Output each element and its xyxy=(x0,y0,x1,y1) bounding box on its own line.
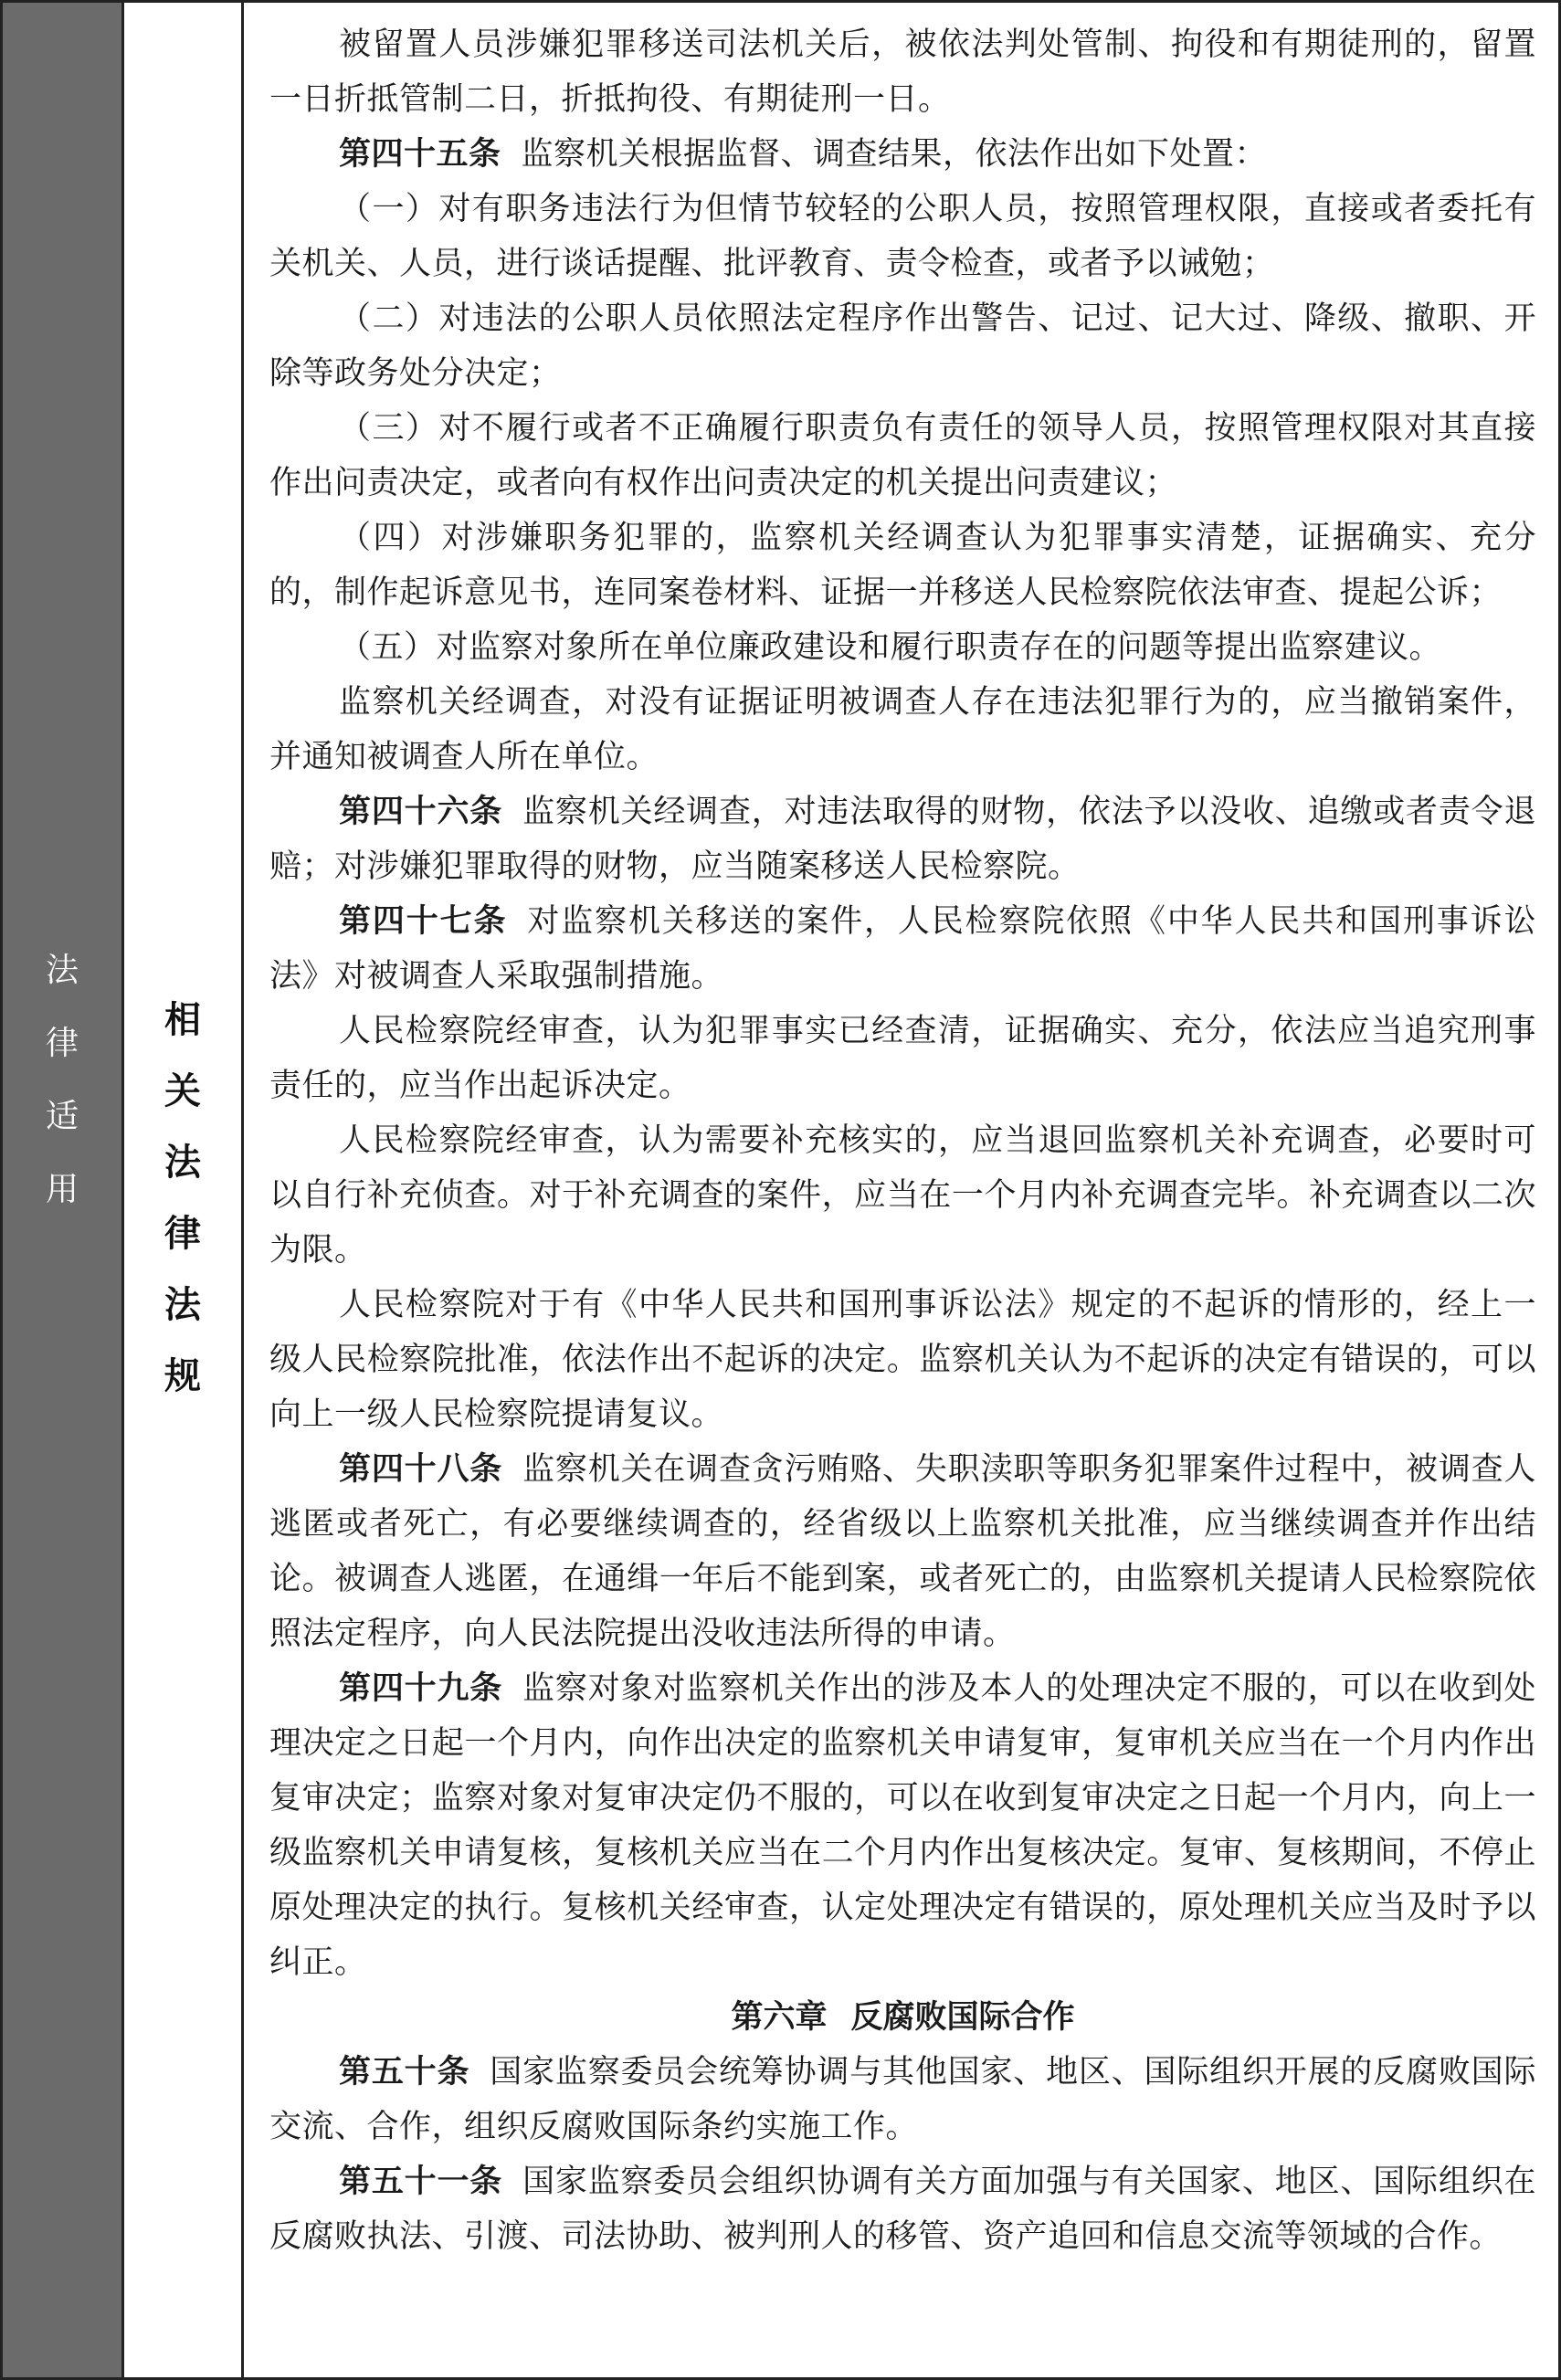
category-char: 法 xyxy=(45,952,79,989)
article-text: 监察机关经调查，对违法取得的财物，依法予以没收、追缴或者责令退赔；对涉嫌犯罪取得的财物，应当随案移送人民检察院。 xyxy=(269,794,1536,885)
subcategory-char: 律 xyxy=(164,1213,201,1255)
article-46 xyxy=(269,785,1536,894)
article-48 xyxy=(269,1442,1536,1661)
category-char: 用 xyxy=(45,1171,79,1208)
article-49 xyxy=(269,1661,1536,1990)
subcategory-char: 相 xyxy=(164,999,201,1041)
article-title: 第四十五条 xyxy=(339,136,501,173)
article-title: 第四十八条 xyxy=(339,1451,503,1488)
article-text: 监察机关在调查贪污贿赂、失职渎职等职务犯罪案件过程中，被调查人逃匿或者死亡，有必要继续调查的，经省级以上监察机关批准，应当继续调查并作出结论。被调查人逃匿，在通缉一年后不能到案，或者死亡的，由监察机关提请人民检察院依照法定程序，向人民法院提出没收违法所得的申请。 xyxy=(269,1451,1536,1652)
chapter-heading xyxy=(269,1990,1536,2045)
category-char: 适 xyxy=(45,1098,79,1135)
list-item: （五）对监察对象所在单位廉政建设和履行职责存在的问题等提出监察建议。 xyxy=(339,629,1442,666)
category-column xyxy=(3,3,124,2377)
category-char: 律 xyxy=(45,1025,79,1062)
article-title: 第四十七条 xyxy=(339,903,508,940)
article-45 xyxy=(269,127,1536,182)
article-text: 监察对象对监察机关作出的涉及本人的处理决定不服的，可以在收到处理决定之日起一个月内，向作出决定的监察机关申请复审，复审机关应当在一个月内作出复审决定；监察对象对复审决定仍不服的，可以在收到复审决定之日起一个月内，向上一级监察机关申请复核，复核机关应当在二个月内作出复核决定。复审、复核期间，不停止原处理决定的执行。复核机关经审查，认定处理决定有错误的，原处理机关应当及时予以纠正。 xyxy=(269,1670,1536,1981)
subcategory-column xyxy=(124,3,244,2377)
article-title: 第五十一条 xyxy=(339,2164,503,2200)
subcategory-char: 规 xyxy=(164,1355,201,1397)
article-text: 对监察机关移送的案件，人民检察院依照《中华人民共和国刑事诉讼法》对被调查人采取强制措施。 xyxy=(269,903,1536,995)
article-title: 第四十六条 xyxy=(339,794,503,830)
category-label xyxy=(3,934,121,1227)
article-51 xyxy=(269,2154,1536,2264)
chapter-title: 反腐败国际合作 xyxy=(850,1999,1075,2036)
list-item: （四）对涉嫌职务犯罪的，监察机关经调查认为犯罪事实清楚，证据确实、充分的，制作起诉意见书，连同案卷材料、证据一并移送人民检察院依法审查、提起公诉； xyxy=(269,520,1536,611)
article-47 xyxy=(269,894,1536,1004)
chapter-number: 第六章 xyxy=(731,1999,828,2036)
article-text: 监察机关根据监督、调查结果，依法作出如下处置： xyxy=(521,136,1268,173)
paragraph: 人民检察院经审查，认为需要补充核实的，应当退回监察机关补充调查，必要时可以自行补充侦查。对于补充调查的案件，应当在一个月内补充调查完毕。补充调查以二次为限。 xyxy=(269,1122,1536,1269)
paragraph: 被留置人员涉嫌犯罪移送司法机关后，被依法判处管制、拘役和有期徒刑的，留置一日折抵管制二日，折抵拘役、有期徒刑一日。 xyxy=(269,26,1536,118)
list-item: （二）对违法的公职人员依照法定程序作出警告、记过、记大过、降级、撤职、开除等政务处分决定； xyxy=(269,300,1536,392)
subcategory-label xyxy=(124,985,241,1412)
subcategory-char: 关 xyxy=(164,1070,201,1112)
article-50 xyxy=(269,2045,1536,2154)
paragraph: 监察机关经调查，对没有证据证明被调查人存在违法犯罪行为的，应当撤销案件，并通知被调查人所在单位。 xyxy=(269,684,1536,775)
article-title: 第四十九条 xyxy=(339,1670,503,1707)
paragraph: 人民检察院对于有《中华人民共和国刑事诉讼法》规定的不起诉的情形的，经上一级人民检察院批准，依法作出不起诉的决定。监察机关认为不起诉的决定有错误的，可以向上一级人民检察院提请复议。 xyxy=(269,1287,1536,1433)
article-text: 国家监察委员会统筹协调与其他国家、地区、国际组织开展的反腐败国际交流、合作，组织反腐败国际条约实施工作。 xyxy=(269,2054,1536,2145)
list-item: （一）对有职务违法行为但情节较轻的公职人员，按照管理权限，直接或者委托有关机关、人员，进行谈话提醒、批评教育、责令检查，或者予以诫勉； xyxy=(269,191,1536,282)
paragraph: 人民检察院经审查，认为犯罪事实已经查清，证据确实、充分，依法应当追究刑事责任的，应当作出起诉决定。 xyxy=(269,1013,1536,1104)
list-item: （三）对不履行或者不正确履行职责负有责任的领导人员，按照管理权限对其直接作出问责决定，或者向有权作出问责决定的机关提出问责建议； xyxy=(269,410,1536,501)
subcategory-char: 法 xyxy=(164,1142,201,1184)
article-text: 国家监察委员会组织协调有关方面加强与有关国家、地区、国际组织在反腐败执法、引渡、司法协助、被判刑人的移管、资产追回和信息交流等领域的合作。 xyxy=(269,2164,1536,2255)
article-title: 第五十条 xyxy=(339,2054,470,2090)
content-column xyxy=(244,3,1558,2377)
subcategory-char: 法 xyxy=(164,1284,201,1326)
